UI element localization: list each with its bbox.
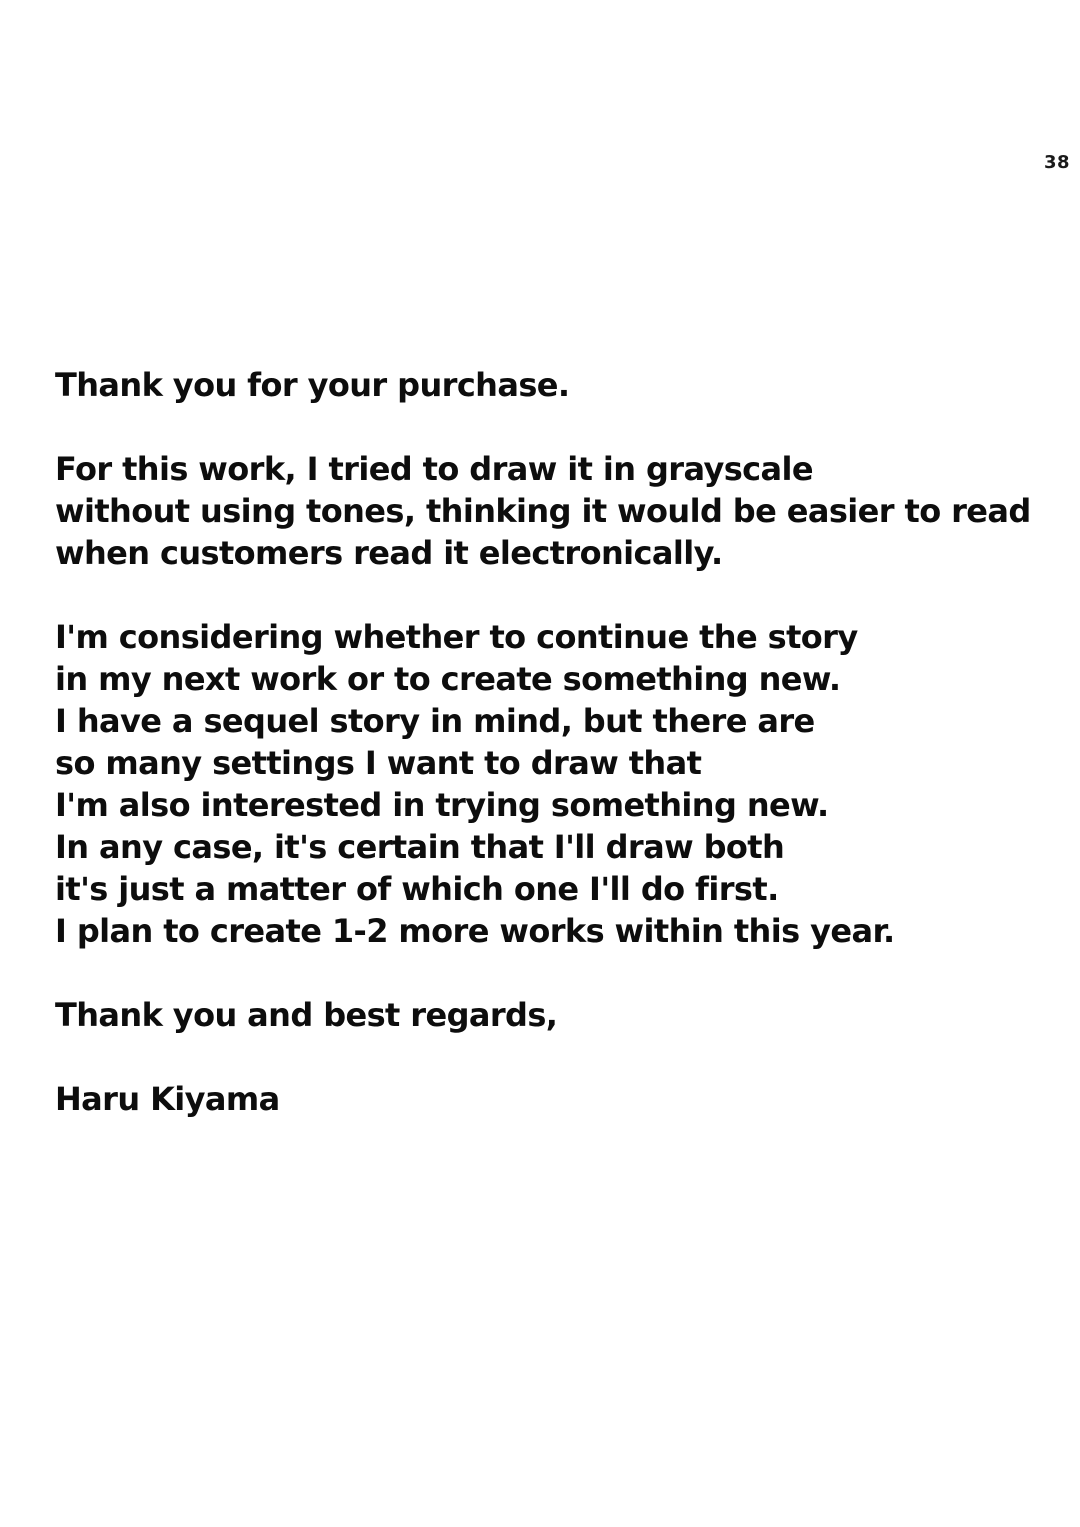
afterword-text <box>55 364 1060 1162</box>
text-line: In any case, it's certain that I'll draw both <box>55 828 785 866</box>
paragraph <box>55 616 1060 952</box>
text-line: when customers read it electronically. <box>55 534 723 572</box>
text-line: Thank you and best regards, <box>55 996 558 1034</box>
paragraph <box>55 364 1060 406</box>
text-line: so many settings I want to draw that <box>55 744 702 782</box>
page-number: 38 <box>1043 152 1070 173</box>
text-line: I have a sequel story in mind, but there are <box>55 702 815 740</box>
text-line: without using tones, thinking it would be easier to read <box>55 492 1031 530</box>
text-line: For this work, I tried to draw it in grayscale <box>55 450 813 488</box>
text-line: I'm considering whether to continue the story <box>55 618 858 656</box>
paragraph <box>55 448 1060 574</box>
text-line: Haru Kiyama <box>55 1080 280 1118</box>
text-line: Thank you for your purchase. <box>55 366 570 404</box>
text-line: I plan to create 1-2 more works within this year. <box>55 912 895 950</box>
text-line: I'm also interested in trying something new. <box>55 786 829 824</box>
text-line: in my next work or to create something new. <box>55 660 841 698</box>
paragraph <box>55 1078 1060 1120</box>
text-line: it's just a matter of which one I'll do first. <box>55 870 779 908</box>
paragraph <box>55 994 1060 1036</box>
